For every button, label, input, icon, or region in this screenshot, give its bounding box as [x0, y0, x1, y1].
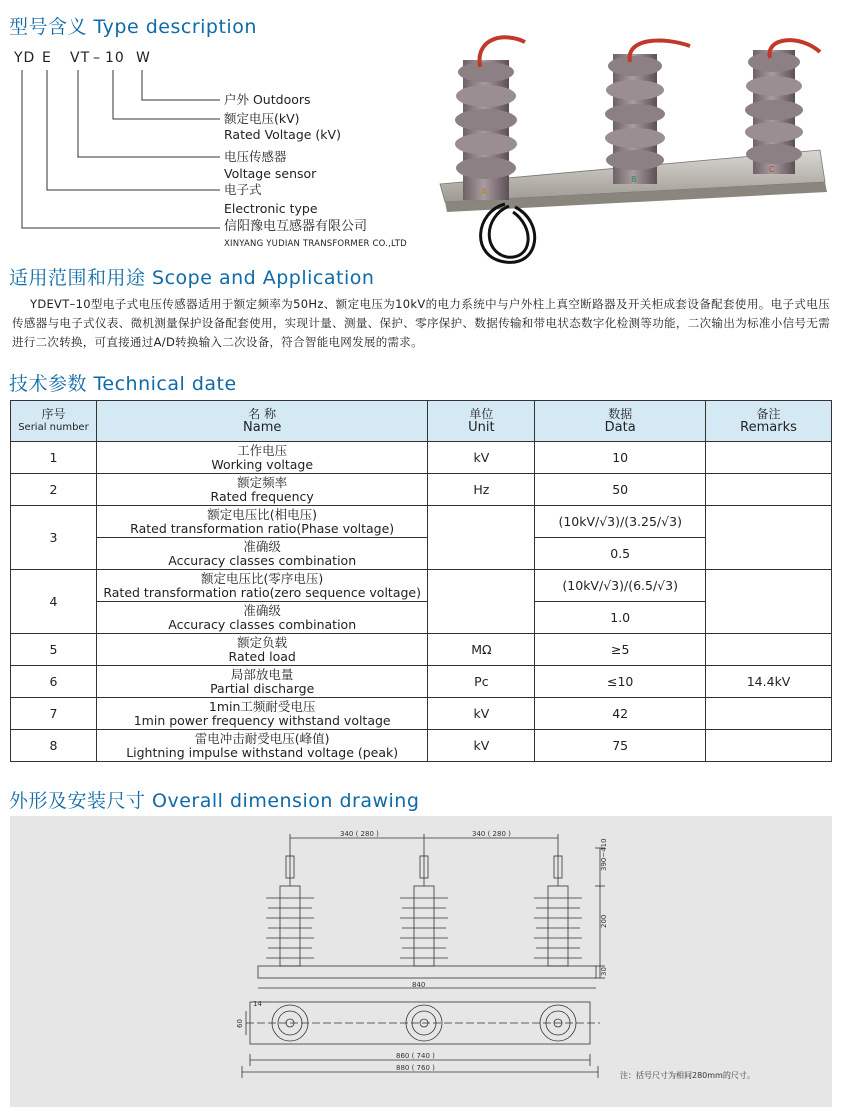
dim-880: 880 ( 760 ) [396, 1064, 435, 1072]
drawing-note: 注：括号尺寸为相间280mm的尺寸。 [620, 1071, 755, 1080]
code-part-yd: YD [14, 50, 36, 66]
dim-200: 200 [600, 914, 608, 928]
table-cell: 0.5 [535, 538, 706, 570]
table-cell: 3 [11, 506, 97, 570]
header-data [535, 401, 706, 442]
type-description-title: 型号含义 Type description [9, 16, 257, 38]
table-cell: Hz [428, 474, 535, 506]
table-cell [428, 506, 535, 570]
table-header-row [11, 401, 832, 442]
dim-top-right: 340 ( 280 ) [472, 830, 511, 838]
table-row [11, 506, 832, 538]
table-cell [706, 570, 832, 634]
table-cell: 4 [11, 570, 97, 634]
cell-text-cn: 额定负载 [237, 634, 288, 650]
technical-table [10, 400, 832, 762]
table-cell: 1 [11, 442, 97, 474]
table-cell [706, 730, 832, 762]
cell-text-en: Working voltage [211, 456, 314, 472]
technical-title: 技术参数 Technical date [9, 373, 237, 395]
table-cell: 8 [11, 730, 97, 762]
cell-text-cn: 工作电压 [237, 442, 288, 458]
label-company-cn: 信阳豫电互感器有限公司 [224, 219, 368, 234]
scope-title: 适用范围和用途 Scope and Application [9, 267, 375, 289]
table-cell: 6 [11, 666, 97, 698]
label-outdoors: 户外 Outdoors [224, 92, 311, 107]
dimension-title: 外形及安装尺寸 Overall dimension drawing [9, 790, 420, 812]
code-part-e: E [42, 50, 52, 66]
table-cell: 2 [11, 474, 97, 506]
code-part-10: 10 [105, 50, 125, 66]
dimension-drawing-panel [10, 816, 832, 1107]
dim-14: 14 [253, 1000, 262, 1008]
cell-text-en: 1min power frequency withstand voltage [133, 712, 391, 728]
header-text-cn: 单位 [469, 407, 494, 421]
header-text-en: Name [243, 420, 282, 435]
cell-text-en: Accuracy classes combination [168, 552, 357, 568]
header-unit [428, 401, 535, 442]
table-cell [96, 442, 428, 474]
product-photo [435, 32, 830, 270]
cell-text-cn: 额定频率 [237, 474, 288, 490]
dim-60: 60 [236, 1019, 244, 1028]
cell-text-en: Rated frequency [210, 488, 314, 504]
dim-top-left: 340 ( 280 ) [340, 830, 379, 838]
label-electronic-en: Electronic type [224, 201, 318, 216]
cell-text-cn: 准确级 [243, 602, 281, 618]
dimension-drawing [10, 816, 832, 1107]
table-cell: kV [428, 442, 535, 474]
phase-label-c: C [769, 165, 775, 174]
table-cell [428, 570, 535, 634]
table-cell: 14.4kV [706, 666, 832, 698]
table-cell [706, 506, 832, 570]
table-cell: 1.0 [535, 602, 706, 634]
table-cell: 5 [11, 634, 97, 666]
header-name [96, 401, 428, 442]
label-company-en: XINYANG YUDIAN TRANSFORMER CO.,LTD [224, 239, 407, 249]
label-sensor-cn: 电压传感器 [224, 149, 287, 164]
header-text-en: Serial number [18, 422, 89, 433]
cell-text-en: Partial discharge [210, 680, 315, 696]
header-text-en: Remarks [740, 420, 797, 435]
cell-text-en: Rated transformation ratio(Phase voltage) [130, 520, 395, 536]
table-cell: 50 [535, 474, 706, 506]
table-cell: 10 [535, 442, 706, 474]
dim-30: 30 [600, 967, 608, 976]
insulator-a [455, 37, 525, 200]
table-cell: 75 [535, 730, 706, 762]
table-cell: ≥5 [535, 634, 706, 666]
phase-label-a: A [481, 187, 487, 196]
front-insulator-2 [400, 846, 448, 966]
dim-840: 840 [412, 981, 426, 989]
table-row [11, 634, 832, 666]
table-cell [706, 442, 832, 474]
table-row [11, 666, 832, 698]
header-text-cn: 名 称 [248, 407, 277, 421]
table-row [11, 442, 832, 474]
label-rated-voltage-en: Rated Voltage (kV) [224, 127, 341, 142]
cell-text-en: Rated transformation ratio(zero sequence voltage) [103, 584, 421, 600]
table-cell [706, 634, 832, 666]
cell-text-en: Lightning impulse withstand voltage (peak) [126, 744, 399, 760]
label-sensor-en: Voltage sensor [224, 166, 317, 181]
table-cell: MΩ [428, 634, 535, 666]
table-cell: kV [428, 730, 535, 762]
table-cell: 7 [11, 698, 97, 730]
table-cell: (10kV/√3)/(3.25/√3) [535, 506, 706, 538]
cell-text-cn: 额定电压比(相电压) [207, 506, 318, 522]
cell-text-cn: 1min工频耐受电压 [208, 698, 316, 714]
table-cell [706, 474, 832, 506]
code-part-vt: VT [70, 50, 91, 66]
label-rated-voltage-cn: 额定电压(kV) [224, 111, 300, 126]
dim-390-410: 390~410 [600, 838, 608, 871]
phase-label-b: B [631, 175, 637, 184]
table-row [11, 570, 832, 602]
header-text-cn: 备注 [756, 407, 781, 421]
table-row [11, 698, 832, 730]
code-part-w: W [136, 50, 151, 66]
cell-text-en: Rated load [228, 648, 296, 664]
header-serial [11, 401, 97, 442]
type-code-leader-lines [0, 0, 230, 240]
cell-text-cn: 局部放电量 [230, 666, 294, 682]
header-text-en: Unit [468, 420, 495, 435]
cable-bundle [481, 204, 535, 262]
table-cell: (10kV/√3)/(6.5/√3) [535, 570, 706, 602]
table-cell [96, 666, 428, 698]
table-cell [96, 570, 428, 602]
header-remarks [706, 401, 832, 442]
cell-text-cn: 雷电冲击耐受电压(峰值) [194, 730, 330, 746]
table-cell [96, 698, 428, 730]
cell-text-cn: 准确级 [243, 538, 281, 554]
front-insulator-1 [266, 846, 314, 966]
cell-text-en: Accuracy classes combination [168, 616, 357, 632]
table-row [11, 730, 832, 762]
dim-860: 860 ( 740 ) [396, 1052, 435, 1060]
table-cell: 42 [535, 698, 706, 730]
table-cell: kV [428, 698, 535, 730]
header-text-en: Data [604, 420, 636, 435]
table-cell [96, 730, 428, 762]
table-cell: ≤10 [535, 666, 706, 698]
table-cell [96, 474, 428, 506]
table-cell [96, 506, 428, 538]
scope-paragraph: YDEVT–10型电子式电压传感器适用于额定频率为50Hz、额定电压为10kV的电力系统中与户外柱上真空断路器及开关柜成套设备配套使用。电子式电压传感器与电子式仪表、微机测量保护设备配套使用，实现计量、测量、保护、零序保护、数据传输和带电状态数字化检测等功能，二次输出为标准小信号无需进行二次转换，可直接通过A/D转换输入二次设备，符合智能电网发展的需求。 [12, 297, 830, 349]
header-text-cn: 数据 [608, 407, 633, 421]
front-insulator-3 [534, 846, 582, 966]
header-text-cn: 序号 [41, 407, 66, 421]
table-cell: Pc [428, 666, 535, 698]
table-cell [96, 538, 428, 570]
table-cell [96, 634, 428, 666]
label-electronic-cn: 电子式 [224, 182, 262, 197]
table-cell [706, 698, 832, 730]
code-part-dash: – [93, 50, 101, 66]
table-row [11, 474, 832, 506]
table-cell [96, 602, 428, 634]
cell-text-cn: 额定电压比(零序电压) [201, 570, 324, 586]
